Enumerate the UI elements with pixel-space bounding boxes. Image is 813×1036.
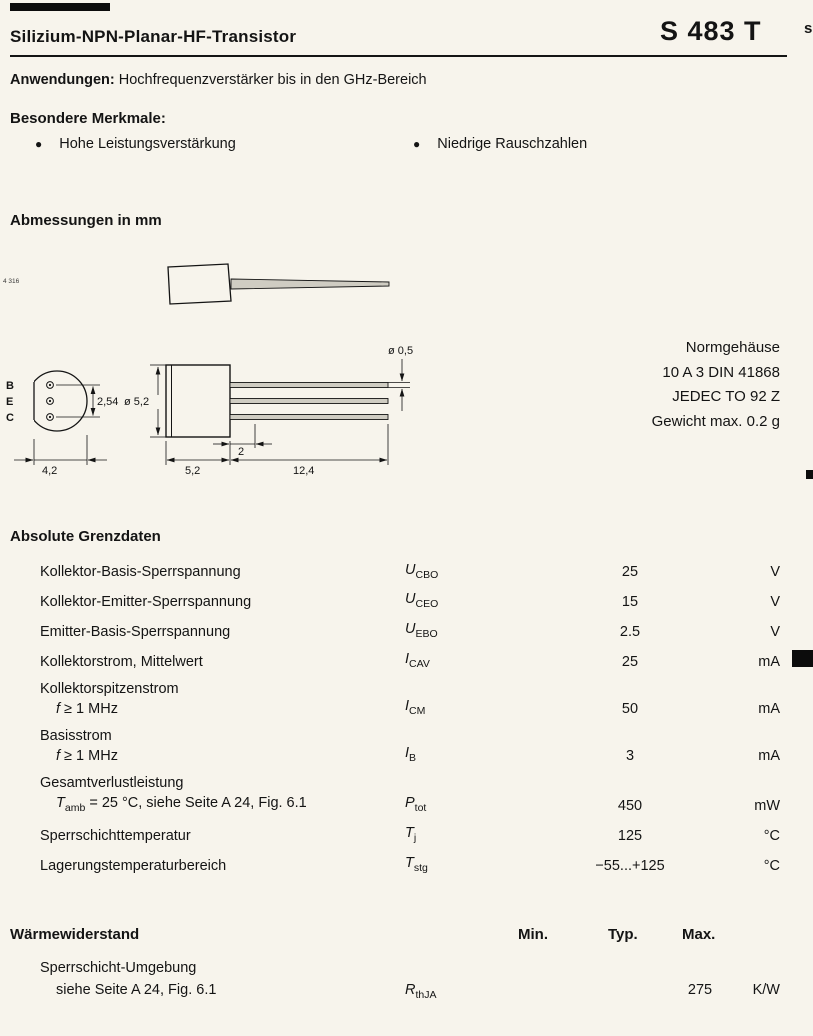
pin-label-e: E (6, 396, 14, 408)
param-name: Emitter-Basis-Sperrspannung (40, 624, 231, 641)
param-name: Kollektorstrom, Mittelwert (40, 654, 203, 671)
param-condition: f ≥ 1 MHz (56, 748, 118, 765)
symbol: $T_{stg}$ (405, 854, 428, 874)
symbol: $P_{tot}$ (405, 795, 427, 814)
scan-artifact-mark (792, 650, 813, 667)
page-title: Silizium-NPN-Planar-HF-Transistor (10, 27, 297, 46)
symbol: $T_j$ (405, 824, 417, 844)
param-name: Kollektorspitzenstrom (40, 681, 179, 698)
param-name: Lagerungstemperaturbereich (40, 857, 227, 874)
symbol: $U_{CEO}$ (405, 591, 439, 611)
max-value: −55...+125 (595, 857, 665, 874)
max-value: 450 (617, 797, 643, 814)
dim-label-lead-len: 12,4 (293, 465, 315, 477)
param-condition: siehe Seite A 24, Fig. 6.1 (56, 982, 217, 998)
case-info-line: 10 A 3 DIN 41868 (662, 363, 780, 381)
param-name: Gesamtverlustleistung (40, 775, 184, 792)
package-leads (230, 383, 388, 420)
unit: °C (763, 827, 780, 844)
param-name: Sperrschichttemperatur (40, 827, 191, 844)
dim-label-lead-dia: ø 0,5 (388, 345, 414, 357)
table-row (10, 646, 780, 676)
max-value: 15 (621, 594, 639, 611)
unit: K/W (752, 982, 780, 998)
thermal-resistance-section (10, 926, 780, 1016)
scan-artifact-text: s (804, 20, 813, 37)
title-rule (10, 55, 787, 57)
symbol: $I_{CAV}$ (405, 651, 430, 671)
unit: mA (758, 748, 780, 765)
thermal-heading: Wärmewiderstand (10, 926, 140, 943)
applications-line (10, 72, 427, 88)
max-value: 50 (621, 701, 639, 718)
col-header-max: Max. (682, 926, 716, 943)
param-name: Basisstrom (40, 728, 112, 745)
feature-text: Niedrige Rauschzahlen (437, 136, 588, 152)
col-header-min: Min. (518, 926, 548, 943)
ratings-heading: Absolute Grenzdaten (10, 528, 161, 545)
symbol: $U_{CBO}$ (405, 561, 439, 581)
case-info-line: Normgehäuse (685, 339, 780, 356)
applications-label: Anwendungen: (10, 72, 115, 88)
bullet-icon: ● (413, 137, 421, 151)
scan-artifact-bar (10, 3, 110, 11)
list-item (35, 136, 236, 152)
table-row (10, 849, 780, 879)
max-value: 275 (687, 982, 713, 998)
param-condition: f ≥ 1 MHz (56, 701, 118, 718)
symbol: $R_{thJA}$ (405, 982, 437, 1001)
param-condition: $T_{amb} = 25$ °C, siehe Seite A 24, Fig. 6.1 (56, 795, 307, 814)
unit: mA (758, 654, 780, 671)
table-row (10, 586, 780, 616)
col-header-typ: Typ. (608, 926, 638, 943)
max-value: 3 (625, 748, 635, 765)
symbol: $U_{EBO}$ (405, 621, 438, 641)
ratings-table (10, 556, 780, 879)
table-row (10, 616, 780, 646)
unit: mW (754, 797, 780, 814)
param-name: Kollektor-Basis-Sperrspannung (40, 564, 241, 581)
case-info-line: Gewicht max. 0.2 g (651, 412, 780, 430)
dimensions-heading: Abmessungen in mm (10, 212, 162, 229)
max-value: 25 (621, 564, 639, 581)
param-name: Sperrschicht-Umgebung (40, 960, 197, 976)
table-row (10, 819, 780, 849)
unit: °C (763, 857, 780, 874)
dim-label-pitch: 2,54 (97, 396, 119, 408)
max-value: 125 (617, 827, 643, 844)
dim-label-body-dia: ø 5,2 (124, 396, 150, 408)
package-side-profile (168, 264, 389, 304)
list-item (413, 136, 587, 152)
dim-label-lead-gap: 2 (238, 446, 245, 458)
table-row (10, 770, 780, 820)
package-body (166, 365, 230, 437)
dim-label-flat-width: 4,2 (42, 465, 58, 477)
param-name: Kollektor-Emitter-Sperrspannung (40, 594, 252, 611)
table-row (10, 723, 780, 770)
case-info-line: JEDEC TO 92 Z (672, 388, 780, 405)
pin-label-b: B (6, 380, 14, 392)
feature-text: Hohe Leistungsverstärkung (59, 136, 236, 152)
package-front-view (27, 371, 87, 431)
symbol: $I_{CM}$ (405, 698, 426, 718)
case-info (520, 336, 780, 434)
symbol: $I_B$ (405, 745, 417, 765)
max-value: 25 (621, 654, 639, 671)
part-number: S 483 T (660, 16, 762, 46)
max-value: 2.5 (619, 624, 641, 641)
table-row (10, 676, 780, 723)
applications-text: Hochfrequenzverstärker bis in den GHz-Bereich (118, 72, 427, 88)
unit: V (770, 594, 780, 611)
unit: V (770, 624, 780, 641)
features-heading: Besondere Merkmale: (10, 110, 166, 127)
pin-label-c: C (6, 412, 14, 424)
unit: V (770, 564, 780, 581)
dim-label-body-len: 5,2 (185, 465, 201, 477)
table-row (10, 556, 780, 586)
unit: mA (758, 701, 780, 718)
margin-note: 4 316 (3, 278, 20, 285)
bullet-icon: ● (35, 137, 43, 151)
